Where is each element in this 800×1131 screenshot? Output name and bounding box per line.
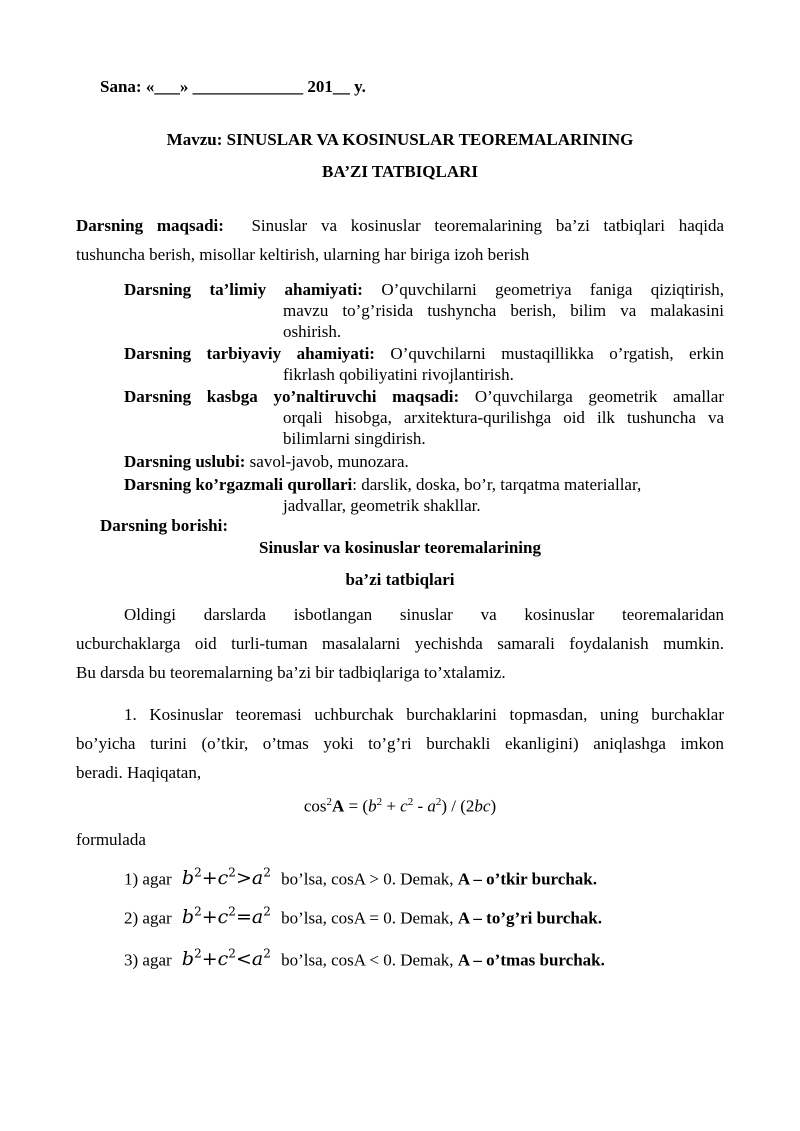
career-label: Darsning kasbga yo’naltiruvchi maqsadi: xyxy=(124,387,460,406)
point1-line2: bo’yicha turini (o’tkir, o’tmas yoki to’g’ri burchakli ekanligini) aniqlashga imkon xyxy=(76,734,724,753)
case-2-text: bo’lsa, cosA = 0. Demak, xyxy=(281,908,454,928)
lesson-goal-line1: Darsning maqsadi: Sinuslar va kosinuslar teoremalarining ba’zi tatbiqlari haqida xyxy=(76,216,725,235)
intro-line2: ucburchaklarga oid turli-tuman masalalarni yechishda samarali foydalanish mumkin. xyxy=(76,634,724,653)
career-line2: orqali hisobga, arxitektura-qurilishga oid ilk tushuncha va xyxy=(283,408,724,427)
case-1-text: bo’lsa, cosA > 0. Demak, xyxy=(281,869,454,889)
upbringing-line1: Darsning tarbiyaviy ahamiyati: O’quvchilarni mustaqillikka o’rgatish, erkin xyxy=(124,344,724,363)
visual-label: Darsning ko’rgazmali qurollari xyxy=(124,475,353,494)
page-title-line1: Mavzu: SINUSLAR VA KOSINUSLAR TEOREMALARINING xyxy=(166,130,634,149)
case-3-result: A – o’tmas burchak. xyxy=(457,950,605,970)
cosine-formula: $\cos^2A = (b^2 + c^2 - a^2) / (2bc)$ xyxy=(303,796,497,816)
educational-label: Darsning ta’limiy ahamiyati: xyxy=(124,280,363,299)
visual-aids xyxy=(124,474,724,516)
career-line3: bilimlarni singdirish. xyxy=(283,429,426,448)
lesson-goal xyxy=(76,211,724,269)
educational-line3: oshirish. xyxy=(283,322,342,341)
section-title-line1: Sinuslar va kosinuslar teoremalarining xyxy=(259,538,541,557)
intro-line3: Bu darsda bu teoremalarning ba’zi bir tadbiqlariga to’xtalamiz. xyxy=(76,663,506,682)
case-2-equation: $b^2+c^2=a^2$ xyxy=(181,905,271,929)
page-title-line2: BA’ZI TATBIQLARI xyxy=(321,162,479,181)
career-goal xyxy=(124,386,724,449)
case-1-prefix: 1) agar xyxy=(124,869,172,889)
visual-line1: Darsning ko’rgazmali qurollari: darslik, doska, bo’r, tarqatma materiallar, xyxy=(124,475,642,494)
visual-line2: jadvallar, geometrik shakllar. xyxy=(283,496,481,515)
point1-paragraph xyxy=(76,700,724,787)
lesson-goal-label: Darsning maqsadi: xyxy=(76,216,224,235)
lesson-goal-line2: tushuncha berish, misollar keltirish, ularning har biriga izoh berish xyxy=(76,245,530,264)
case-3-prefix: 3) agar xyxy=(124,950,172,970)
case-2-result: A – to’g’ri burchak. xyxy=(457,908,603,928)
formulada-label: formulada xyxy=(76,830,146,849)
upbringing-label: Darsning tarbiyaviy ahamiyati: xyxy=(124,344,375,363)
lesson-method: Darsning uslubi: savol-javob, munozara. xyxy=(124,452,409,471)
point1-line3: beradi. Haqiqatan, xyxy=(76,763,202,782)
case-2 xyxy=(124,905,602,928)
intro-paragraph xyxy=(76,600,724,687)
case-1-inequality: $b^2+c^2>a^2$ xyxy=(181,866,271,890)
intro-line1: Oldingi darslarda isbotlangan sinuslar va kosinuslar teoremalaridan xyxy=(124,605,724,624)
method-label: Darsning uslubi: xyxy=(124,452,246,471)
career-line1: Darsning kasbga yo’naltiruvchi maqsadi: O’quvchilarga geometrik amallar xyxy=(124,387,724,406)
educational-line1: Darsning ta’limiy ahamiyati: O’quvchilarni geometriya faniga qiziqtirish, xyxy=(124,280,724,299)
case-1-result: A – o’tkir burchak. xyxy=(457,869,597,889)
section-title-line2: ba’zi tatbiqlari xyxy=(345,570,455,589)
case-1 xyxy=(124,866,597,889)
point1-line1: 1. Kosinuslar teoremasi uchburchak burchaklarini topmasdan, uning burchaklar xyxy=(124,705,724,724)
case-3-text: bo’lsa, cosA < 0. Demak, xyxy=(281,950,454,970)
date-line: Sana: «___» _____________ 201__ y. xyxy=(100,77,366,96)
case-3-inequality: $b^2+c^2<a^2$ xyxy=(181,947,271,971)
case-2-prefix: 2) agar xyxy=(124,908,172,928)
case-3 xyxy=(124,947,605,970)
lesson-progress-label: Darsning borishi: xyxy=(100,516,228,535)
upbringing-line2: fikrlash qobiliyatini rivojlantirish. xyxy=(283,365,514,384)
educational-importance xyxy=(124,279,724,342)
upbringing-importance xyxy=(124,343,724,385)
educational-line2: mavzu to’g’risida tushyncha berish, bilim va malakasini xyxy=(283,301,724,320)
